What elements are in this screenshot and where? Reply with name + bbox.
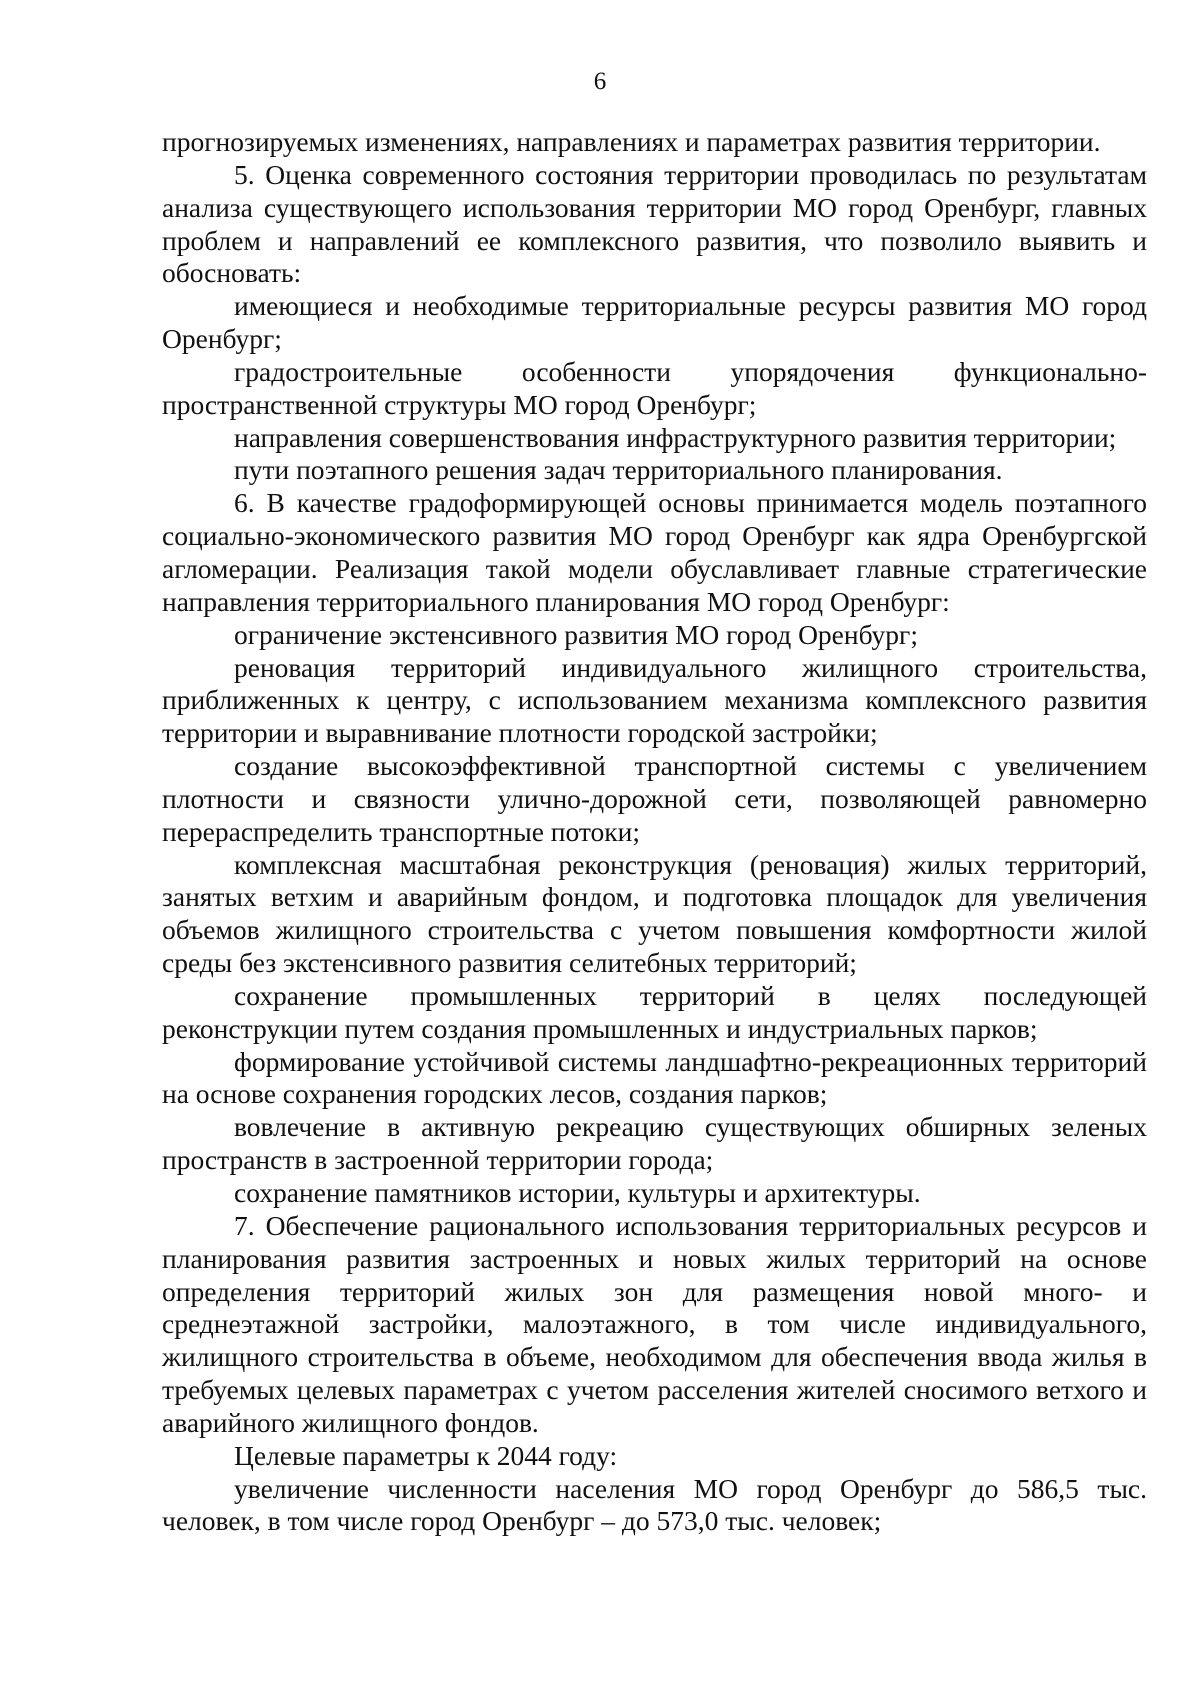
- list-item-population: увеличение численности населения МО город Оренбург до 586,5 тыс. человек, в том числе город Оренбург – до 573,0 тыс. человек;: [162, 1472, 1147, 1537]
- list-item-industrial: сохранение промышленных территорий в целях последующей реконструкции путем создания промышленных и индустриальных парков;: [162, 979, 1147, 1044]
- list-item-planning-tasks: пути поэтапного решения задач территориального планирования.: [234, 454, 1003, 486]
- list-item-recreation: вовлечение в активную рекреацию существующих обширных зеленых пространств в застроенной территории города;: [162, 1111, 1147, 1176]
- list-item-monuments: сохранение памятников истории, культуры и архитектуры.: [234, 1177, 921, 1208]
- paragraph-section-7: 7. Обеспечение рационального использования территориальных ресурсов и планирования развития застроенных и новых жилых территорий на основе определения территорий жилых зон для размещения новой много- и среднеэтажной застройки, малоэтажного, в том числе индивидуального, жилищного строительства в объеме, необходимом для обеспечения ввода жилья в требуемых целевых параметрах с учетом расселения жителей сносимого ветхого и аварийного жилищного фондов.: [162, 1209, 1147, 1438]
- list-item-landscape: формирование устойчивой системы ландшафтно-рекреационных территорий на основе сохранения городских лесов, создания парков;: [162, 1045, 1147, 1110]
- list-item-resources: имеющиеся и необходимые территориальные ресурсы развития МО город Оренбург;: [162, 290, 1147, 355]
- document-body: [162, 126, 1147, 1538]
- list-item-reconstruction: комплексная масштабная реконструкция (реновация) жилых территорий, занятых ветхим и аварийным фондом, и подготовка площадок для увеличения объемов жилищного строительства с учетом повышения комфортности жилой среды без экстенсивного развития селитебных территорий;: [162, 848, 1147, 979]
- list-item-transport: создание высокоэффективной транспортной системы с увеличением плотности и связности улично-дорожной сети, позволяющей равномерно перераспределить транспортные потоки;: [162, 750, 1147, 847]
- paragraph-section-6: 6. В качестве градоформирующей основы принимается модель поэтапного социально-экономического развития МО город Оренбург как ядра Оренбургской агломерации. Реализация такой модели обуславливает главные стратегические направления территориального планирования МО город Оренбург:: [162, 487, 1147, 617]
- paragraph-continuation: прогнозируемых изменениях, направлениях и параметрах развития территории.: [162, 126, 1101, 157]
- paragraph-section-5: 5. Оценка современного состояния территории проводилась по результатам анализа существующего использования территории МО город Оренбург, главных проблем и направлений ее комплексного развития, что позволило выявить и обосновать:: [162, 158, 1147, 289]
- page-number: 6: [593, 68, 607, 95]
- list-item-extensive-limit: ограничение экстенсивного развития МО город Оренбург;: [234, 618, 918, 650]
- target-parameters-heading: Целевые параметры к 2044 году:: [234, 1439, 618, 1471]
- list-item-renovation: реновация территорий индивидуального жилищного строительства, приближенных к центру, с использованием механизма комплексного развития территории и выравнивание плотности городской застройки;: [162, 651, 1147, 749]
- list-item-urban-features: градостроительные особенности упорядочения функционально-пространственной структуры МО город Оренбург;: [162, 355, 1147, 420]
- list-item-infrastructure: направления совершенствования инфраструктурного развития территории;: [234, 421, 1117, 453]
